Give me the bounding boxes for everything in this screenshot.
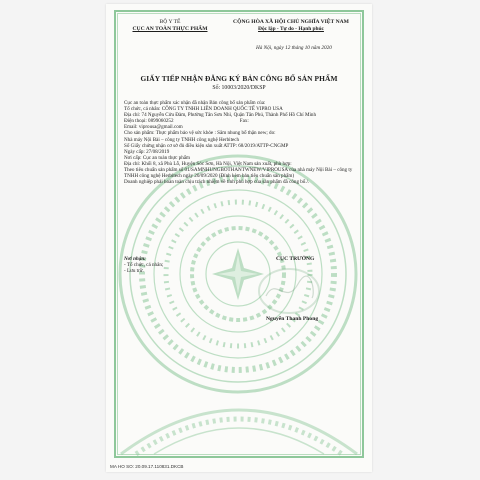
issue-date: Hà Nội, ngày 12 tháng 10 năm 2020 [256,45,332,51]
body-line: Cục an toàn thực phẩm xác nhận đã nhận Bản công bố sản phẩm của: [124,100,266,106]
body-line: Email: viprousa@gmail.com [124,124,183,131]
issuer-header [120,19,220,33]
body-line: Số Giấy chứng nhận cơ sở đủ điều kiện sản xuất ATTP: 68/2019/ATTP-CNGMP [124,142,289,149]
national-motto: Độc lập - Tự do - Hạnh phúc [258,26,324,32]
body-line: Tổ chức, cá nhân: CÔNG TY TNHH LIÊN DOANH QUỐC TẾ VIPRO USA [124,106,283,113]
nation-name: CỘNG HÒA XÃ HỘI CHỦ NGHĨA VIỆT NAM [233,19,349,25]
body-line: Cho sản phẩm: Thực phẩm bảo vệ sức khỏe : Sâm nhung bổ thận new; do: [124,130,276,137]
recipients-label: Nơi nhận: [124,256,146,262]
ministry-name: BỘ Y TẾ [159,19,181,25]
recipients-block [124,256,163,275]
nation-header [218,19,364,33]
dossier-code: MA HO SO: 20.09.17.110831.DKCB [110,464,184,469]
document-body [124,100,358,185]
department-name: CỤC AN TOÀN THỰC PHẨM [132,26,208,32]
body-line: Địa chỉ: 74 Nguyễn Cửu Đàm, Phường Tân Sơn Nhì, Quận Tân Phú, Thành Phố Hồ Chí Minh [124,112,317,119]
body-line: Nơi cấp: Cục an toàn thực phẩm [124,154,190,161]
body-line: Ngày cấp: 27/08/2019 [124,148,170,155]
body-line: Theo tiêu chuẩn sản phẩm số 01/SAMNHUNGBOTHANTWNEW/VIPROUSA của nhà máy Nội Bài – công ty TNHH công nghệ Herbitech ngày 20/09/2020 (Đính kèm bản tiêu chuẩn sản phẩm) [124,167,353,180]
signature-stamp-icon [256,266,322,316]
document-page [106,4,372,472]
document-number: Số: 10003/2020/DKSP [212,85,266,91]
body-line: Nhà máy Nội Bài – công ty TNHH công nghệ Herbitech [124,136,240,143]
body-line: Điện thoại: 0899060252 Fax: [124,118,249,125]
document-title: GIẤY TIẾP NHẬN ĐĂNG KÝ BẢN CÔNG BỐ SẢN PHẨM [140,74,338,83]
signer-title: CỤC TRƯỞNG [276,256,315,262]
body-line: Doanh nghiệp phải hoàn toàn chịu trách nhiệm về tính phù hợp của sản phẩm đã công bố./. [124,179,310,186]
body-line: Địa chỉ: Khối 8, xã Phù Lỗ, Huyện Sóc Sơn, Hà Nội, Việt Nam sản xuất, phù hợp: [124,160,292,167]
recipient-item: - Lưu trữ. [124,268,144,275]
signer-name: Nguyễn Thanh Phong [266,316,319,322]
recipient-item: - Tổ chức, cá nhân; [124,262,164,269]
ornament-band-icon [116,376,362,458]
